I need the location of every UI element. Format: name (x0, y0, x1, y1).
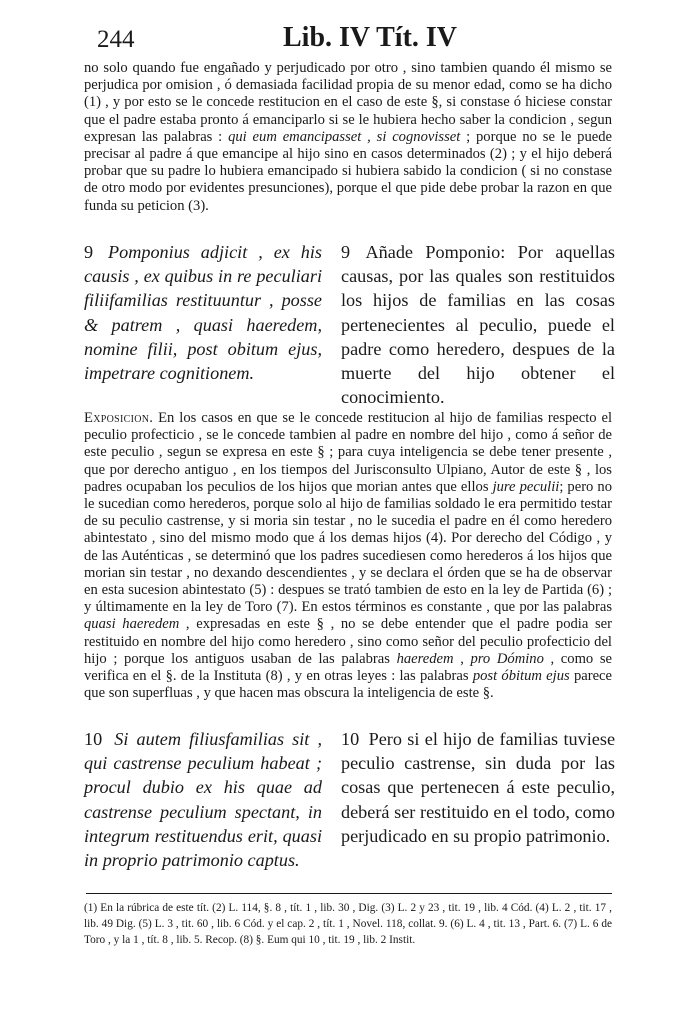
page-header (85, 22, 615, 56)
running-title: Lib. IV Tít. IV (283, 22, 458, 53)
footnote-divider (86, 893, 612, 894)
section-10-spanish: 10 Pero si el hijo de familias tuviese peculio castrense, sin duda por las cosas que pertenecen á este peculio, deberá ser restituido en el todo, como perjudicado en su propio patrimonio. (341, 729, 616, 846)
exposicion-text: Exposicion. En los casos en que se le concede restitucion al hijo de familias respecto el peculio profecticio , se le concede tambien al padre en nombre del hijo , como á señor de este peculio , segun se expresa en este § ; para cuya inteligencia se debe tener presente , que por derecho antiguo , en los tiempos del Jurisconsulto Ulpiano, Autor de este § , los padres ocupaban los peculios de los hijos que morian antes que ellos jure peculii; pero no le sucedian como herederos, porque solo al hijo de familias soldado le era permitido testar de su peculio castrense, y si moria sin testar , no le sucedia el padre en él como heredero abintestato , sino del mismo modo que á los demas hijos (4). Por derecho del Código , y de las Auténticas , se determinó que los padres sucediesen como herederos á los hijos que morian sin testar , no dexando descendientes , y se declara el órden que se ha de observar en esta sucesion abintestato (5) : despues se trató tambien de esto en la ley de Partida (6) ; y últimamente en la ley de Toro (7). En estos términos es constante , que por las palabras quasi haeredem , expresadas en este § , no se debe entender que el padre podia ser restituido en nombre del hijo como heredero , sino como señor del peculio profecticio del hijo ; porque los antiguos usaban de las palabras haeredem , pro Dómino , como se verifica en el §. de la Instituta (8) , y en otras leyes : las palabras post óbitum ejus parece que son superfluas , y que hacen mas obscura la inteligencia de este §. (84, 410, 613, 702)
section-9-spanish: 9 Añade Pomponio: Por aquellas causas, por las quales son restituidos los hijos de familias en las cosas pertenecientes al peculio, puede el padre como heredero, despues de la muerte del hijo obtener el conocimiento. (341, 242, 615, 408)
exposicion-paragraph (84, 410, 612, 702)
exposicion-label: Exposicion. (84, 410, 154, 426)
intro-paragraph (84, 60, 612, 215)
page-number: 244 (97, 26, 135, 53)
intro-text: no solo quando fue engañado y perjudicado por otro , sino tambien quando él mismo se perjudica por omision , ó demasiada facilidad propia de su menor edad, como se ha dicho (1) , y por esto se le concede restitucion en el caso de este §, si constase ó hiciese constar que el padre estaba pronto á emanciparlo si se le hubiera hecho saber la condicion , segun expresan las palabras : qui eum emancipasset , si cognovisset ; porque no se le puede precisar al padre á que emancipe al hijo sino en casos determinados (2) ; y el hijo deberá probar que su padre lo hubiera emancipado si hubiera sabido la condicion ( si no constase de otro modo por evidentes presunciones), porque el que pide debe probar la razon en que funda su peticion (3). (84, 60, 612, 214)
section-10-latin: 10 Si autem filiusfamilias sit , qui castrense peculium habeat ; procul dubio ex his quae ad castrense peculium spectant, in integrum restituendus erit, quasi in proprio patrimonio captus. (84, 729, 323, 871)
section-9-latin: 9 Pomponius adjicit , ex his causis , ex quibus in re peculiari filiifamilias restituuntur , posse & patrem , quasi haeredem, nomine filii, post obitum ejus, impetrare cognitionem. (84, 242, 323, 384)
footnotes: (1) En la rúbrica de este tít. (2) L. 114, §. 8 , tít. 1 , lib. 30 , Dig. (3) L. 2 y 23 , tit. 19 , lib. 4 Cód. (4) L. 2 , tit. 17 , lib. 49 Dig. (5) L. 3 , tit. 60 , lib. 6 Cód. y el cap. 2 , tít. 1 , Novel. 118, collat. 9. (6) L. 4 , tit. 13 , Part. 6. (7) L. 6 de Toro , y la 1 , tít. 8 , lib. 5. Recop. (8) §. Eum qui 10 , tit. 19 , lib. 2 Instit. (84, 902, 612, 947)
